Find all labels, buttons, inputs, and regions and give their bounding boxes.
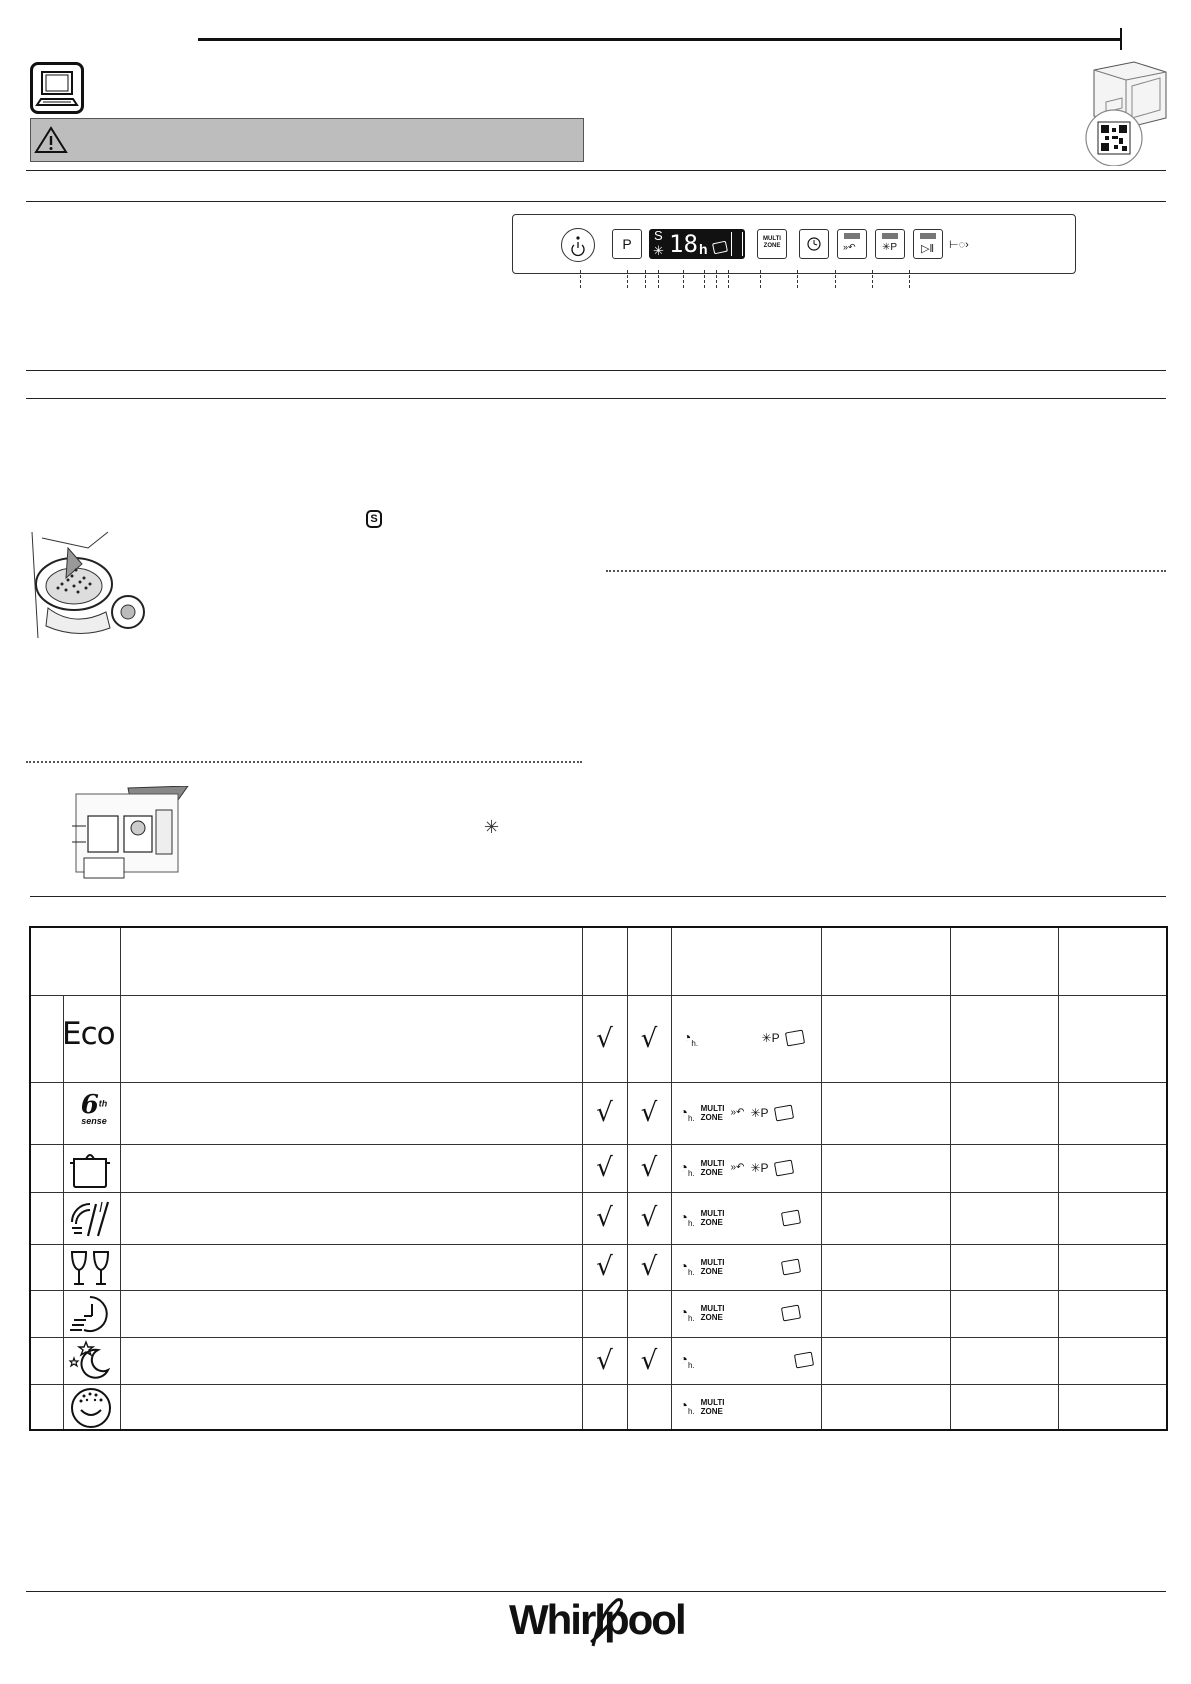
check-mark: √ bbox=[640, 1023, 658, 1054]
multizone-icon bbox=[701, 1398, 725, 1416]
powerclean-p: P bbox=[771, 1031, 780, 1046]
multizone-button[interactable] bbox=[757, 229, 787, 259]
panel-display bbox=[649, 229, 745, 259]
callout-line bbox=[580, 270, 581, 288]
delay-start-icon: $◔_{h.}$ bbox=[679, 1397, 695, 1417]
check-cell bbox=[582, 1082, 627, 1144]
salt-refill-illustration bbox=[28, 528, 160, 648]
value-cell bbox=[821, 995, 950, 1082]
value-cell bbox=[1058, 1337, 1167, 1384]
program-desc-cell bbox=[120, 1082, 582, 1144]
section-rule-4 bbox=[26, 398, 1166, 399]
section-rule-2 bbox=[26, 201, 1166, 202]
salt-symbol-inline bbox=[366, 510, 382, 528]
multizone-label-2: ZONE bbox=[763, 243, 781, 249]
header-cell bbox=[30, 927, 120, 995]
top-rule bbox=[198, 38, 1120, 41]
callout-line bbox=[797, 270, 798, 288]
powerclean-tablet-icon: ✳P bbox=[750, 1160, 769, 1175]
display-salt-indicator: S bbox=[654, 228, 663, 243]
zone-label: ZONE bbox=[700, 1266, 723, 1276]
rinse-aid-illustration bbox=[68, 786, 192, 886]
rinse-aid-symbol-inline: ✳ bbox=[484, 817, 500, 837]
value-cell bbox=[821, 1192, 950, 1244]
value-cell bbox=[950, 1192, 1058, 1244]
brand-logo bbox=[505, 1592, 689, 1650]
value-cell bbox=[950, 1337, 1058, 1384]
delay-start-icon: $◔_{h.}$ bbox=[679, 1103, 695, 1123]
table-row bbox=[30, 1192, 1167, 1244]
program-desc-cell bbox=[120, 1244, 582, 1290]
table-row bbox=[30, 1384, 1167, 1430]
options-cell bbox=[671, 1192, 821, 1244]
check-cell bbox=[582, 1384, 627, 1430]
check-mark: √ bbox=[596, 1153, 613, 1183]
table-row bbox=[30, 1144, 1167, 1192]
options-cell bbox=[671, 1384, 821, 1430]
check-cell bbox=[582, 995, 627, 1082]
callout-line bbox=[658, 270, 659, 288]
dishwasher-qr-illustration bbox=[1074, 58, 1168, 166]
check-mark: √ bbox=[596, 1252, 613, 1282]
powerclean-tablet-icon: ✳P bbox=[750, 1105, 769, 1120]
check-mark: √ bbox=[596, 1023, 613, 1054]
program-button[interactable]: P bbox=[612, 229, 642, 259]
header-cell bbox=[671, 927, 821, 995]
delay-start-icon: $◔_{h.}$ bbox=[679, 1304, 695, 1323]
tablet-powerclean-icon: ✳P bbox=[882, 242, 898, 253]
daily-wash-icon bbox=[68, 1196, 114, 1240]
check-cell bbox=[627, 1082, 671, 1144]
display-tablet-indicator bbox=[712, 241, 728, 255]
delay-start-icon: $◔_{h.}$ bbox=[679, 1351, 695, 1370]
top-rule-tick bbox=[1120, 28, 1122, 50]
warning-triangle-icon bbox=[34, 125, 68, 155]
header-cell bbox=[950, 927, 1058, 995]
6th-sense-icon bbox=[72, 1090, 116, 1138]
value-cell bbox=[821, 1337, 950, 1384]
warning-bar bbox=[30, 118, 584, 162]
salt-symbol-letter: S bbox=[370, 513, 378, 525]
multi-label: MULTI bbox=[700, 1397, 725, 1407]
delay-sub-label: h. bbox=[687, 1113, 695, 1123]
header-cell bbox=[120, 927, 582, 995]
value-cell bbox=[1058, 1144, 1167, 1192]
program-desc-cell bbox=[120, 1337, 582, 1384]
check-cell bbox=[582, 1244, 627, 1290]
value-cell bbox=[821, 1144, 950, 1192]
delay-clock-icon bbox=[800, 230, 828, 258]
delay-sub-label: h. bbox=[687, 1218, 695, 1228]
check-cell bbox=[627, 1144, 671, 1192]
check-mark: √ bbox=[596, 1203, 613, 1233]
multizone-icon bbox=[701, 1209, 725, 1227]
delay-sub-label: h. bbox=[687, 1407, 695, 1417]
multi-label: MULTI bbox=[700, 1103, 725, 1113]
options-cell bbox=[671, 1144, 821, 1192]
check-cell bbox=[582, 1144, 627, 1192]
row-number-cell bbox=[30, 1384, 63, 1430]
tablet-icon bbox=[773, 1160, 793, 1177]
sense-label: sense bbox=[81, 1116, 107, 1126]
brand-swoosh bbox=[505, 1592, 689, 1650]
program-desc-cell bbox=[120, 1144, 582, 1192]
check-cell bbox=[582, 1192, 627, 1244]
multizone-label-1: MULTI bbox=[763, 236, 781, 242]
options-cell bbox=[671, 1290, 821, 1337]
glass-icon bbox=[68, 1248, 114, 1290]
6th-number: 6 bbox=[80, 1090, 99, 1120]
value-cell bbox=[950, 1244, 1058, 1290]
dotted-separator bbox=[606, 570, 1166, 572]
check-cell bbox=[627, 1244, 671, 1290]
dotted-separator bbox=[26, 761, 582, 763]
multi-label: MULTI bbox=[700, 1208, 725, 1218]
callout-line bbox=[728, 270, 729, 288]
check-mark: √ bbox=[640, 1153, 658, 1183]
powerclean-p: P bbox=[760, 1160, 769, 1175]
program-desc-cell bbox=[120, 1192, 582, 1244]
multizone-icon bbox=[701, 1104, 725, 1122]
check-cell bbox=[582, 1337, 627, 1384]
delay-sub-label: h. bbox=[691, 1038, 699, 1048]
door-sensor-icon: ⊢◌› bbox=[949, 239, 969, 251]
value-cell bbox=[950, 1144, 1058, 1192]
callout-line bbox=[716, 270, 717, 288]
delay-start-icon: $◔_{h.}$ bbox=[679, 1208, 695, 1228]
zone-label: ZONE bbox=[700, 1217, 723, 1227]
start-led bbox=[920, 233, 936, 239]
check-mark: √ bbox=[596, 1098, 613, 1128]
tablet-led bbox=[882, 233, 898, 239]
powerclean-tablet-icon: ✳P bbox=[761, 1031, 780, 1046]
power-icon bbox=[562, 229, 594, 261]
section-rule-5 bbox=[30, 896, 1166, 897]
program-table bbox=[29, 926, 1168, 1431]
zone-label: ZONE bbox=[700, 1313, 723, 1323]
table-row bbox=[30, 1337, 1167, 1384]
callout-line bbox=[835, 270, 836, 288]
row-number-cell bbox=[30, 1290, 63, 1337]
table-row bbox=[30, 1082, 1167, 1144]
play-pause-icon: ▷‖ bbox=[921, 243, 935, 255]
check-mark: √ bbox=[596, 1345, 613, 1376]
check-mark: √ bbox=[640, 1345, 658, 1376]
online-manual-icon bbox=[30, 62, 84, 114]
callout-line bbox=[645, 270, 646, 288]
delay-sub-label: h. bbox=[687, 1168, 695, 1178]
control-panel bbox=[512, 214, 1076, 274]
halfload-icon: »↶ bbox=[730, 1162, 745, 1174]
zone-label: ZONE bbox=[700, 1167, 723, 1177]
halfload-led bbox=[844, 233, 860, 239]
table-row bbox=[30, 1244, 1167, 1290]
program-desc-cell bbox=[120, 995, 582, 1082]
options-cell bbox=[671, 1082, 821, 1144]
value-cell bbox=[821, 1384, 950, 1430]
value-cell bbox=[821, 1082, 950, 1144]
night-icon bbox=[68, 1340, 114, 1382]
power-button[interactable] bbox=[561, 228, 595, 262]
multi-label: MULTI bbox=[700, 1304, 725, 1314]
display-rinse-indicator: ✳ bbox=[653, 243, 664, 258]
callout-line bbox=[872, 270, 873, 288]
options-cell bbox=[671, 1337, 821, 1384]
program-desc-cell bbox=[120, 1384, 582, 1430]
zone-label: ZONE bbox=[700, 1112, 723, 1122]
section-rule-3 bbox=[26, 370, 1166, 371]
tablet-icon bbox=[784, 1030, 804, 1047]
6th-suffix: th bbox=[98, 1098, 108, 1109]
tablet-icon bbox=[773, 1105, 793, 1122]
header-cell bbox=[627, 927, 671, 995]
check-mark: √ bbox=[640, 1098, 658, 1128]
quick-wash-icon bbox=[68, 1294, 114, 1336]
callout-line bbox=[909, 270, 910, 288]
header-cell bbox=[582, 927, 627, 995]
halfload-icon: »↶ bbox=[730, 1107, 745, 1119]
delay-sub-label: h. bbox=[687, 1267, 695, 1277]
delay-start-icon: $◔_{h.}$ bbox=[679, 1158, 695, 1178]
row-number-cell bbox=[30, 1337, 63, 1384]
header-cell bbox=[821, 927, 950, 995]
pot-icon bbox=[68, 1147, 112, 1189]
value-cell bbox=[950, 995, 1058, 1082]
header-cell bbox=[1058, 927, 1167, 995]
table-row bbox=[30, 1290, 1167, 1337]
check-cell bbox=[627, 1384, 671, 1430]
delay-sub-label: h. bbox=[687, 1313, 695, 1323]
display-digits: 18 bbox=[669, 230, 698, 258]
value-cell bbox=[950, 1384, 1058, 1430]
row-number-cell bbox=[30, 995, 63, 1082]
eco-icon: Eco bbox=[62, 1016, 115, 1052]
row-number-cell bbox=[30, 1144, 63, 1192]
multi-label: MULTI bbox=[700, 1257, 725, 1267]
check-mark: √ bbox=[640, 1203, 658, 1233]
value-cell bbox=[1058, 1244, 1167, 1290]
delay-start-icon: $◔_{h.}$ bbox=[679, 1257, 695, 1277]
multi-label: MULTI bbox=[700, 1158, 725, 1168]
check-cell bbox=[627, 1192, 671, 1244]
callout-line bbox=[627, 270, 628, 288]
check-mark: √ bbox=[640, 1252, 658, 1282]
check-cell bbox=[582, 1290, 627, 1337]
section-rule-1 bbox=[26, 170, 1166, 171]
zone-label: ZONE bbox=[700, 1406, 723, 1416]
check-cell bbox=[627, 1337, 671, 1384]
tablet-icon bbox=[781, 1259, 801, 1276]
value-cell bbox=[821, 1290, 950, 1337]
program-desc-cell bbox=[120, 1290, 582, 1337]
value-cell bbox=[1058, 1384, 1167, 1430]
powerclean-p: P bbox=[760, 1105, 769, 1120]
self-clean-icon bbox=[68, 1386, 114, 1430]
value-cell bbox=[950, 1082, 1058, 1144]
options-cell bbox=[671, 1244, 821, 1290]
callout-line bbox=[683, 270, 684, 288]
multizone-icon bbox=[701, 1159, 725, 1177]
table-header-row bbox=[30, 927, 1167, 995]
options-cell bbox=[671, 995, 821, 1082]
brand-logo-text: Whirlpool bbox=[509, 1596, 685, 1643]
multizone-icon bbox=[701, 1304, 725, 1322]
callout-line bbox=[704, 270, 705, 288]
display-hours: h bbox=[699, 241, 708, 257]
table-row bbox=[30, 995, 1167, 1082]
display-level-bars bbox=[731, 232, 743, 256]
tablet-button[interactable] bbox=[875, 229, 905, 259]
tablet-icon bbox=[781, 1210, 801, 1227]
tablet-icon bbox=[794, 1352, 814, 1369]
start-pause-button[interactable] bbox=[913, 229, 943, 259]
delay-sub-label: h. bbox=[687, 1360, 695, 1370]
value-cell bbox=[1058, 1082, 1167, 1144]
row-number-cell bbox=[30, 1082, 63, 1144]
delay-start-icon: $◔_{h.}$ bbox=[682, 1029, 699, 1048]
check-cell bbox=[627, 1290, 671, 1337]
halfload-button[interactable] bbox=[837, 229, 867, 259]
halfload-icon: »↶ bbox=[843, 242, 856, 252]
value-cell bbox=[1058, 1290, 1167, 1337]
delay-button[interactable] bbox=[799, 229, 829, 259]
tablet-icon bbox=[781, 1305, 801, 1322]
value-cell bbox=[950, 1290, 1058, 1337]
value-cell bbox=[821, 1244, 950, 1290]
callout-line bbox=[760, 270, 761, 288]
multizone-icon bbox=[701, 1258, 725, 1276]
row-number-cell bbox=[30, 1192, 63, 1244]
row-number-cell bbox=[30, 1244, 63, 1290]
value-cell bbox=[1058, 1192, 1167, 1244]
value-cell bbox=[1058, 995, 1167, 1082]
check-cell bbox=[627, 995, 671, 1082]
